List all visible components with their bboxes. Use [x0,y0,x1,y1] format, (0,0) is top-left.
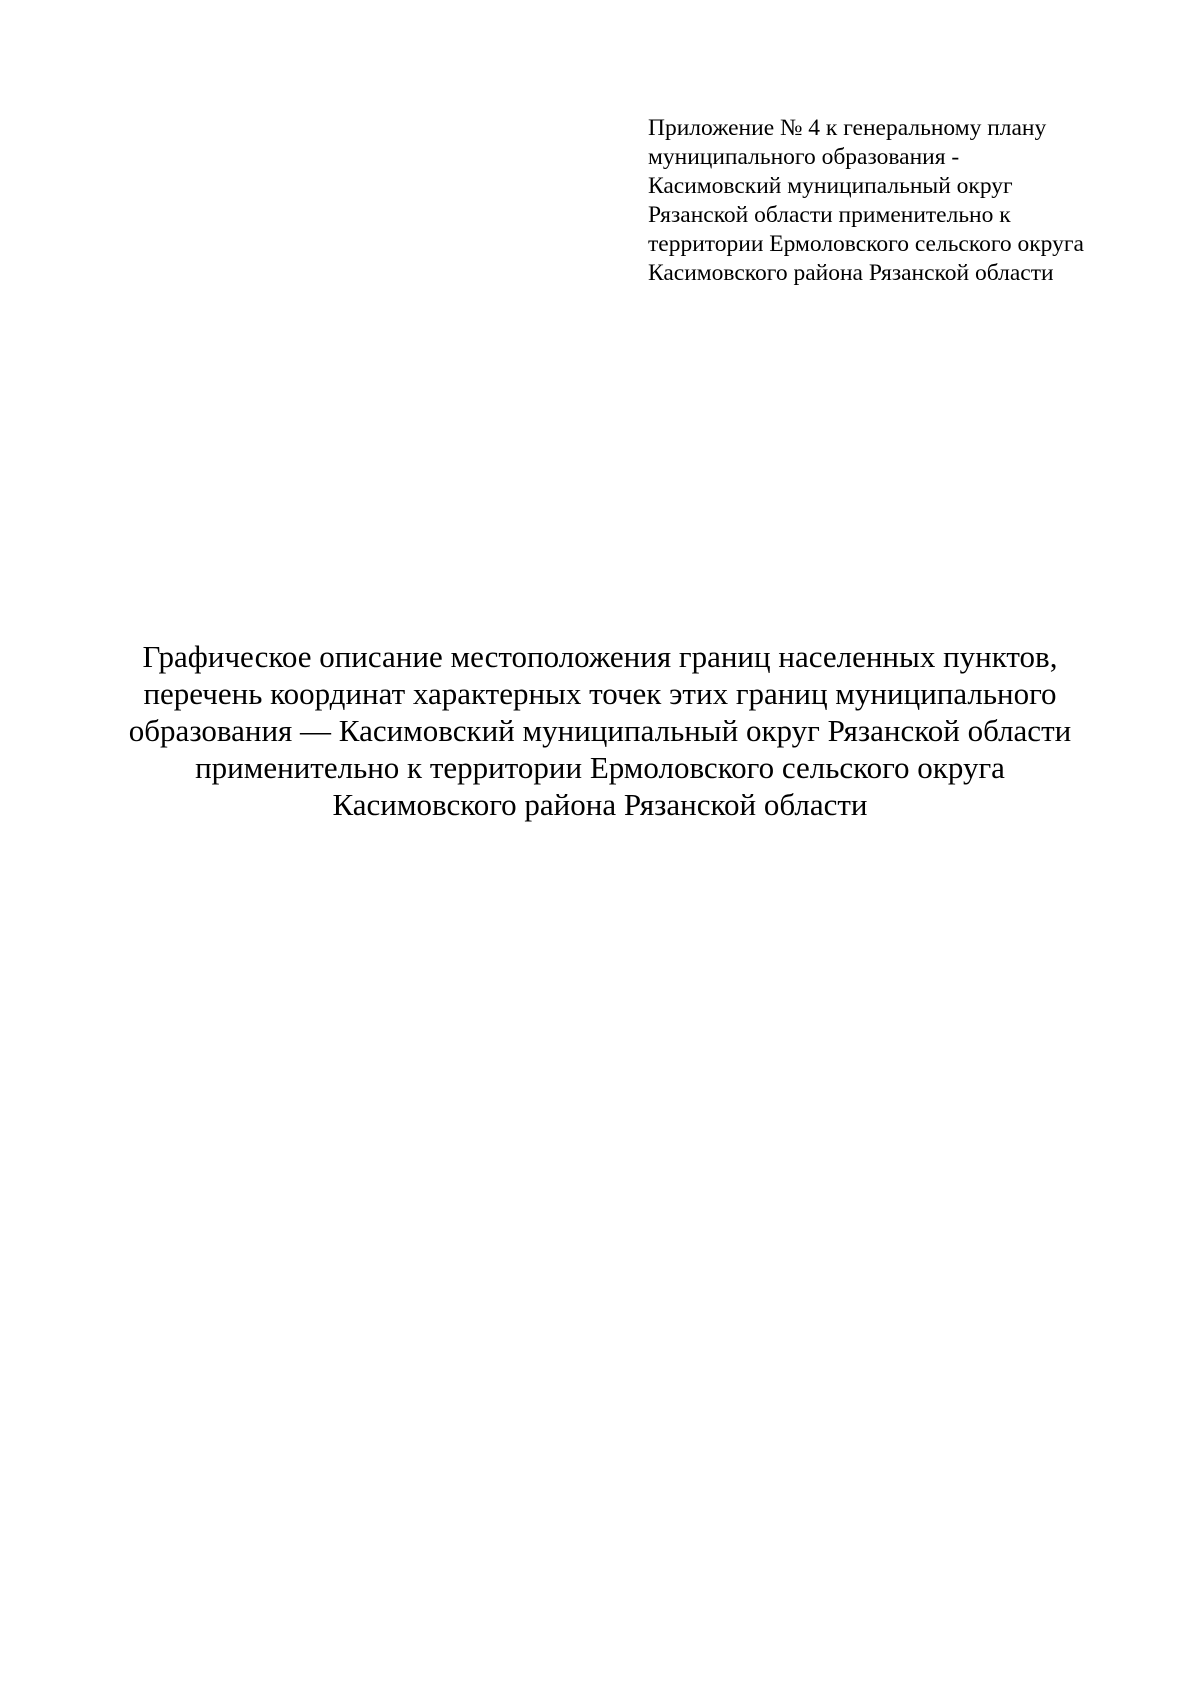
appendix-note-line: Касимовский муниципальный округ [648,173,1013,199]
document-title [100,638,1100,823]
appendix-note-line: Касимовского района Рязанской области [648,260,1054,286]
appendix-note-line: Рязанской области применительно к [648,202,1011,228]
appendix-note-line: Приложение № 4 к генеральному плану [648,115,1047,141]
appendix-note-line: муниципального образования - [648,144,960,170]
title-line: Графическое описание местоположения границ населенных пунктов, [142,639,1058,674]
title-line: применительно к территории Ермоловского сельского округа [195,750,1005,785]
title-line: образования — Касимовский муниципальный округ Рязанской области [128,713,1072,748]
title-line: перечень координат характерных точек этих границ муниципального [143,676,1057,711]
title-line: Касимовского района Рязанской области [332,787,868,822]
appendix-note [648,114,1168,288]
appendix-note-line: территории Ермоловского сельского округа [648,231,1084,257]
